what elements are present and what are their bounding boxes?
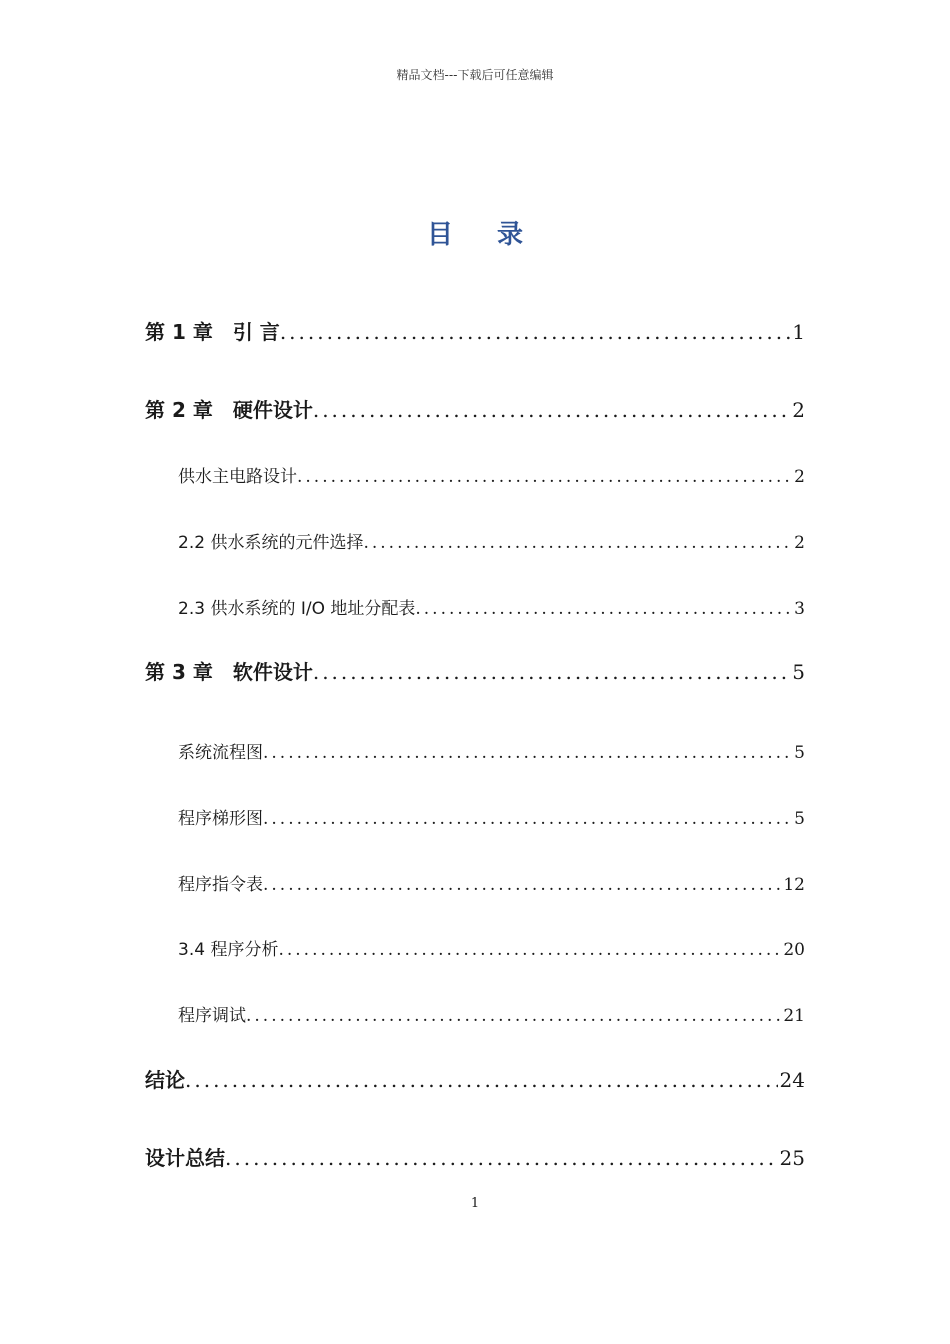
toc-entry-page: 2 <box>794 533 805 553</box>
toc-entry-page: 5 <box>794 809 805 829</box>
toc-entry[interactable] <box>145 394 805 423</box>
toc-entry-text: 第 2 章 硬件设计 <box>145 398 313 422</box>
toc-entry[interactable] <box>178 804 805 829</box>
toc-leader-dots <box>225 1146 778 1170</box>
toc-entry-page: 1 <box>792 320 805 344</box>
toc-leader-dots <box>185 1068 778 1092</box>
toc-leader-dots <box>278 940 781 960</box>
toc-entry[interactable] <box>178 462 805 487</box>
toc-entry[interactable] <box>145 1064 805 1093</box>
toc-entry[interactable] <box>178 1001 805 1026</box>
toc-entry-text: 2.2 供水系统的元件选择 <box>178 533 364 553</box>
toc-entry-text: 程序调试 <box>178 1006 246 1026</box>
toc-entry[interactable] <box>145 656 805 685</box>
toc-entry-text: 程序梯形图 <box>178 809 263 829</box>
toc-leader-dots <box>263 809 792 829</box>
toc-leader-dots <box>263 743 792 763</box>
toc-title: 目录 <box>426 220 567 250</box>
toc-entry-text: 2.3 供水系统的 I/O 地址分配表 <box>178 599 416 619</box>
toc-entry-page: 12 <box>783 875 805 895</box>
toc-entry-page: 2 <box>794 467 805 487</box>
toc-entry-page: 5 <box>792 660 805 684</box>
toc-entry-page: 24 <box>779 1068 805 1092</box>
toc-entry-text: 第 1 章 引 言 <box>145 320 280 344</box>
toc-entry[interactable] <box>178 935 805 960</box>
toc-entry-page: 3 <box>794 599 805 619</box>
toc-leader-dots <box>415 599 792 619</box>
toc-entry-page: 20 <box>783 940 805 960</box>
toc-entry-page: 5 <box>794 743 805 763</box>
toc-leader-dots <box>297 467 792 487</box>
toc-leader-dots <box>280 320 790 344</box>
toc-entry-text: 设计总结 <box>145 1146 225 1170</box>
toc-entry-page: 21 <box>783 1006 805 1026</box>
toc-entry-text: 结论 <box>145 1068 185 1092</box>
toc-entry-page: 25 <box>779 1146 805 1170</box>
toc-entry-text: 供水主电路设计 <box>178 467 297 487</box>
toc-leader-dots <box>313 398 790 422</box>
page-header: 精品文档---下载后可任意编辑 <box>396 68 554 82</box>
page-number: 1 <box>470 1196 480 1211</box>
toc-leader-dots <box>313 660 790 684</box>
toc-entry[interactable] <box>145 316 805 345</box>
toc-entry[interactable] <box>178 870 805 895</box>
toc-entry-text: 系统流程图 <box>178 743 263 763</box>
toc-leader-dots <box>263 875 781 895</box>
toc-entry-text: 3.4 程序分析 <box>178 940 279 960</box>
toc-entry[interactable] <box>178 594 805 619</box>
toc-entry[interactable] <box>178 738 805 763</box>
toc-leader-dots <box>363 533 792 553</box>
toc-leader-dots <box>246 1006 781 1026</box>
toc-entry-page: 2 <box>792 398 805 422</box>
toc-entry[interactable] <box>178 528 805 553</box>
toc-entry-text: 第 3 章 软件设计 <box>145 660 313 684</box>
toc-entry-text: 程序指令表 <box>178 875 263 895</box>
toc-entry[interactable] <box>145 1142 805 1171</box>
